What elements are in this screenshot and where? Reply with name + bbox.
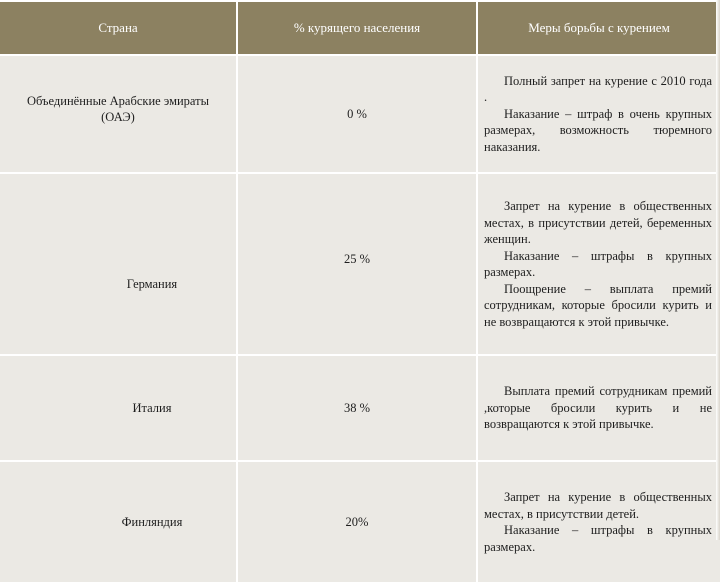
percent-cell — [238, 174, 478, 354]
table-row — [0, 174, 720, 354]
measure-text: Запрет на курение в общественных местах, в присутствии детей, беременных женщин. — [484, 199, 712, 246]
header-country: Страна — [0, 2, 238, 54]
measure-text: Выплата премий сотрудникам премий ,которые бросили курить и не возвращаются к этой привычке. — [484, 384, 712, 432]
percent-cell — [238, 462, 478, 582]
header-measures: Меры борьбы с курением — [478, 2, 720, 54]
table-row — [0, 356, 720, 460]
country-name: Италия — [132, 400, 172, 415]
country-cell — [0, 462, 238, 582]
percent-cell — [238, 56, 478, 172]
measure-text: Запрет на курение в общественных местах, в присутствии детей. — [484, 490, 712, 521]
measures-cell — [478, 462, 720, 582]
percent-value: 25 % — [343, 251, 371, 266]
measure-text: Наказание – штрафы в крупных размерах. — [484, 248, 712, 279]
table-header-row — [0, 2, 720, 54]
country-cell — [0, 174, 238, 354]
country-cell — [0, 356, 238, 460]
country-name: Финляндия — [121, 514, 183, 529]
measure-text: Полный запрет на курение с 2010 года . — [484, 73, 712, 105]
percent-value: 20% — [345, 514, 369, 529]
measures-cell — [478, 174, 720, 354]
percent-value: 0 % — [347, 106, 367, 121]
header-smoking-percent: % курящего населения — [238, 2, 478, 54]
percent-value: 38 % — [343, 400, 371, 415]
table-row — [0, 462, 720, 582]
percent-cell — [238, 356, 478, 460]
measure-text: Наказание – штрафы в крупных размерах. — [484, 523, 712, 554]
country-name: Объединённые Арабские эмираты (ОАЭ) — [26, 93, 210, 124]
slide-edge-shadow — [716, 0, 720, 540]
country-name: Германия — [126, 276, 178, 291]
measure-text: Поощрение – выплата премий сотрудникам, которые бросили курить и не возвращаются к этой привычке. — [484, 281, 712, 329]
measures-cell — [478, 356, 720, 460]
measure-text: Наказание – штраф в очень крупных размерах, возможность тюремного наказания. — [484, 106, 712, 154]
measures-cell — [478, 56, 720, 172]
table-row — [0, 56, 720, 172]
country-cell — [0, 56, 238, 172]
